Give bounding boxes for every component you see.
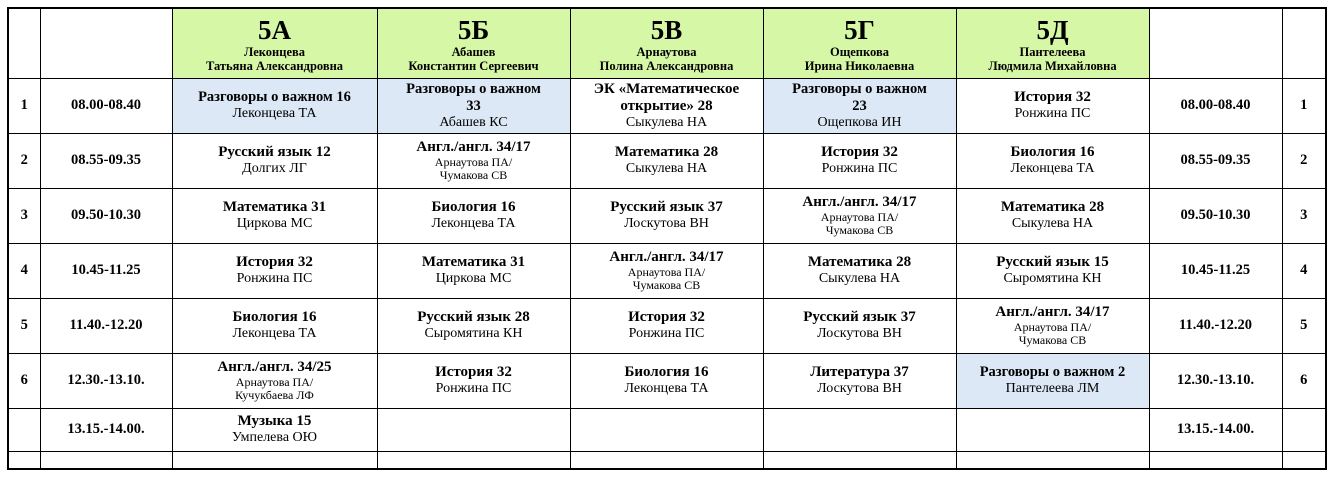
lesson-subject: История 32 — [236, 254, 313, 270]
lesson-time-right: 10.45-11.25 — [1149, 243, 1282, 298]
lesson-subject: Русский язык 15 — [996, 254, 1109, 270]
lesson-row — [8, 298, 1326, 353]
lesson-cell — [377, 78, 570, 133]
header-empty-left — [8, 8, 40, 78]
lesson-number: 2 — [8, 133, 40, 188]
lesson-teacher: Ронжина ПС — [236, 271, 313, 286]
lesson-cell — [377, 133, 570, 188]
lesson-teacher: Циркова МС — [435, 271, 512, 286]
lesson-cell — [956, 353, 1149, 408]
lesson-cell — [377, 298, 570, 353]
lesson-cell — [763, 353, 956, 408]
lesson-teacher: Долгих ЛГ — [242, 161, 307, 176]
footer-cell — [956, 451, 1149, 469]
lesson-time-right: 08.55-09.35 — [1149, 133, 1282, 188]
class-teacher-surname: Пантелеева — [1019, 45, 1086, 60]
lesson-subject: Русский язык 28 — [417, 309, 530, 325]
class-name: 5Г — [844, 15, 875, 46]
lesson-cell — [570, 298, 763, 353]
footer-cell — [763, 451, 956, 469]
lesson-subject: Биология 16 — [232, 309, 317, 325]
lesson-subject: Англ./англ. 34/17 — [416, 138, 531, 155]
extra-num — [8, 408, 40, 451]
lesson-row — [8, 133, 1326, 188]
lesson-number-right: 2 — [1282, 133, 1326, 188]
lesson-teacher: Арнаутова ПА/ — [434, 154, 513, 169]
lesson-teacher-second: Чумакова СВ — [439, 168, 508, 182]
lesson-cell — [956, 188, 1149, 243]
lesson-cell — [763, 133, 956, 188]
lesson-time: 08.55-09.35 — [40, 133, 172, 188]
extra-time: 13.15.-14.00. — [40, 408, 172, 451]
lesson-subject: Математика 28 — [1000, 199, 1105, 215]
lesson-number-right: 1 — [1282, 78, 1326, 133]
lesson-cell — [570, 133, 763, 188]
lesson-subject: Биология 16 — [431, 199, 516, 215]
lesson-subject: Англ./англ. 34/25 — [217, 358, 332, 375]
lesson-cell — [570, 78, 763, 133]
lesson-time: 08.00-08.40 — [40, 78, 172, 133]
lesson-cell — [172, 408, 377, 451]
lesson-cell-empty — [570, 408, 763, 451]
lesson-subject: Разговоры о важном — [406, 80, 541, 97]
lesson-subject: Русский язык 12 — [218, 144, 331, 160]
footer-row — [8, 451, 1326, 469]
lesson-row — [8, 353, 1326, 408]
lesson-cell — [172, 188, 377, 243]
lesson-cell — [377, 353, 570, 408]
lesson-cell — [956, 298, 1149, 353]
schedule-table — [7, 7, 1327, 470]
lesson-cell — [956, 133, 1149, 188]
lesson-teacher: Лоскутова ВН — [624, 216, 709, 231]
lesson-subject: Биология 16 — [624, 364, 709, 380]
lesson-row — [8, 188, 1326, 243]
footer-cell — [1282, 451, 1326, 469]
lesson-subject: Разговоры о важном 2 — [979, 364, 1126, 380]
lesson-subject: Разговоры о важном — [792, 80, 927, 97]
lesson-subject: Математика 28 — [614, 144, 719, 160]
lesson-cell-empty — [763, 408, 956, 451]
lesson-number: 3 — [8, 188, 40, 243]
class-teacher-name: Татьяна Александровна — [205, 59, 344, 74]
class-teacher-surname: Ощепкова — [829, 45, 889, 60]
class-name: 5Б — [457, 15, 490, 46]
lesson-teacher: Пантелеева ЛМ — [1005, 381, 1100, 396]
lesson-subject-cont: открытие» 28 — [620, 97, 713, 114]
lesson-teacher-second: Чумакова СВ — [825, 223, 894, 237]
lesson-cell — [956, 78, 1149, 133]
header-empty-right — [1282, 8, 1326, 78]
footer-cell — [570, 451, 763, 469]
lesson-time: 12.30.-13.10. — [40, 353, 172, 408]
lesson-subject: Математика 31 — [421, 254, 526, 270]
lesson-teacher: Ощепкова ИН — [817, 114, 902, 130]
lesson-subject: История 32 — [628, 309, 705, 325]
lesson-row — [8, 78, 1326, 133]
lesson-time-right: 11.40.-12.20 — [1149, 298, 1282, 353]
footer-cell — [377, 451, 570, 469]
lesson-number-right: 4 — [1282, 243, 1326, 298]
lesson-teacher: Леконцева ТА — [232, 326, 317, 341]
class-teacher-name: Полина Александровна — [599, 59, 734, 74]
lesson-teacher: Абашев КС — [439, 114, 508, 130]
lesson-number: 1 — [8, 78, 40, 133]
class-header-5v — [570, 8, 763, 78]
lesson-teacher: Лоскутова ВН — [817, 326, 902, 341]
footer-cell — [1149, 451, 1282, 469]
lesson-teacher-second: Чумакова СВ — [632, 278, 701, 292]
lesson-teacher: Леконцева ТА — [431, 216, 516, 231]
lesson-subject: Англ./англ. 34/17 — [802, 193, 917, 210]
class-teacher-name: Людмила Михайловна — [988, 59, 1117, 74]
lesson-subject: История 32 — [821, 144, 898, 160]
lesson-teacher: Сыкулева НА — [1011, 216, 1094, 231]
lesson-number: 4 — [8, 243, 40, 298]
extra-row — [8, 408, 1326, 451]
extra-time-right: 13.15.-14.00. — [1149, 408, 1282, 451]
lesson-teacher: Арнаутова ПА/ — [627, 264, 706, 279]
lesson-cell — [956, 243, 1149, 298]
class-header-5a — [172, 8, 377, 78]
lesson-subject: Русский язык 37 — [610, 199, 723, 215]
lesson-teacher: Умпелева ОЮ — [231, 430, 318, 445]
lesson-time: 10.45-11.25 — [40, 243, 172, 298]
header-row — [8, 8, 1326, 78]
lesson-subject: История 32 — [435, 364, 512, 380]
lesson-teacher: Лоскутова ВН — [817, 381, 902, 396]
lesson-number: 5 — [8, 298, 40, 353]
lesson-cell — [763, 298, 956, 353]
lesson-number: 6 — [8, 353, 40, 408]
lesson-teacher: Арнаутова ПА/ — [235, 374, 314, 389]
lesson-cell — [172, 78, 377, 133]
lesson-cell — [570, 353, 763, 408]
lesson-number-right: 5 — [1282, 298, 1326, 353]
lesson-subject: Англ./англ. 34/17 — [609, 248, 724, 265]
lesson-teacher: Ронжина ПС — [821, 161, 898, 176]
footer-cell — [40, 451, 172, 469]
lesson-cell — [763, 243, 956, 298]
header-empty-time-right — [1149, 8, 1282, 78]
lesson-subject: Разговоры о важном 16 — [198, 89, 351, 105]
lesson-teacher: Сыромятина КН — [1003, 271, 1102, 286]
lesson-teacher: Леконцева ТА — [1010, 161, 1095, 176]
lesson-teacher: Арнаутова ПА/ — [1013, 319, 1092, 334]
lesson-time: 09.50-10.30 — [40, 188, 172, 243]
lesson-subject: Математика 31 — [222, 199, 327, 215]
class-teacher-name: Константин Сергеевич — [408, 59, 539, 74]
lesson-teacher: Арнаутова ПА/ — [820, 209, 899, 224]
lesson-cell — [377, 243, 570, 298]
lesson-time-right: 09.50-10.30 — [1149, 188, 1282, 243]
lesson-teacher: Леконцева ТА — [232, 106, 317, 121]
class-header-5g — [763, 8, 956, 78]
lesson-subject: Литература 37 — [810, 364, 909, 380]
class-header-5b — [377, 8, 570, 78]
lesson-number-right: 6 — [1282, 353, 1326, 408]
header-empty-time — [40, 8, 172, 78]
lesson-subject-cont: 23 — [852, 97, 867, 114]
lesson-cell-empty — [377, 408, 570, 451]
footer-cell — [172, 451, 377, 469]
lesson-teacher: Ронжина ПС — [435, 381, 512, 396]
lesson-time-right: 08.00-08.40 — [1149, 78, 1282, 133]
lesson-teacher: Сыкулева НА — [625, 114, 708, 130]
footer-cell — [8, 451, 40, 469]
lesson-cell — [763, 188, 956, 243]
class-teacher-surname: Абашев — [451, 45, 496, 60]
lesson-subject: Музыка 15 — [237, 413, 312, 429]
lesson-cell — [172, 353, 377, 408]
lesson-row — [8, 243, 1326, 298]
class-teacher-surname: Леконцева — [243, 45, 306, 60]
class-name: 5А — [258, 15, 291, 46]
lesson-teacher: Сыкулева НА — [625, 161, 708, 176]
lesson-teacher: Циркова МС — [236, 216, 313, 231]
class-teacher-name: Ирина Николаевна — [804, 59, 915, 74]
class-name: 5Д — [1036, 15, 1069, 46]
lesson-teacher: Сыкулева НА — [818, 271, 901, 286]
lesson-teacher: Леконцева ТА — [624, 381, 709, 396]
class-header-5d — [956, 8, 1149, 78]
lesson-teacher: Сыромятина КН — [424, 326, 523, 341]
lesson-cell-empty — [956, 408, 1149, 451]
lesson-teacher: Ронжина ПС — [1014, 106, 1091, 121]
lesson-subject: ЭК «Математическое — [593, 80, 740, 97]
lesson-cell — [172, 298, 377, 353]
lesson-teacher: Ронжина ПС — [628, 326, 705, 341]
lesson-subject: Русский язык 37 — [803, 309, 916, 325]
class-teacher-surname: Арнаутова — [636, 45, 697, 60]
lesson-cell — [172, 133, 377, 188]
lesson-subject: История 32 — [1014, 89, 1091, 105]
lesson-number-right: 3 — [1282, 188, 1326, 243]
lesson-subject-cont: 33 — [466, 97, 481, 114]
lesson-subject: Математика 28 — [807, 254, 912, 270]
lesson-cell — [377, 188, 570, 243]
lesson-teacher-second: Кучукбаева ЛФ — [235, 388, 314, 402]
lesson-cell — [172, 243, 377, 298]
lesson-time: 11.40.-12.20 — [40, 298, 172, 353]
lesson-teacher-second: Чумакова СВ — [1018, 333, 1087, 347]
lesson-cell — [763, 78, 956, 133]
lesson-time-right: 12.30.-13.10. — [1149, 353, 1282, 408]
lesson-subject: Биология 16 — [1010, 144, 1095, 160]
extra-num-right — [1282, 408, 1326, 451]
class-name: 5В — [650, 15, 683, 46]
lesson-cell — [570, 243, 763, 298]
lesson-subject: Англ./англ. 34/17 — [995, 303, 1110, 320]
lesson-cell — [570, 188, 763, 243]
